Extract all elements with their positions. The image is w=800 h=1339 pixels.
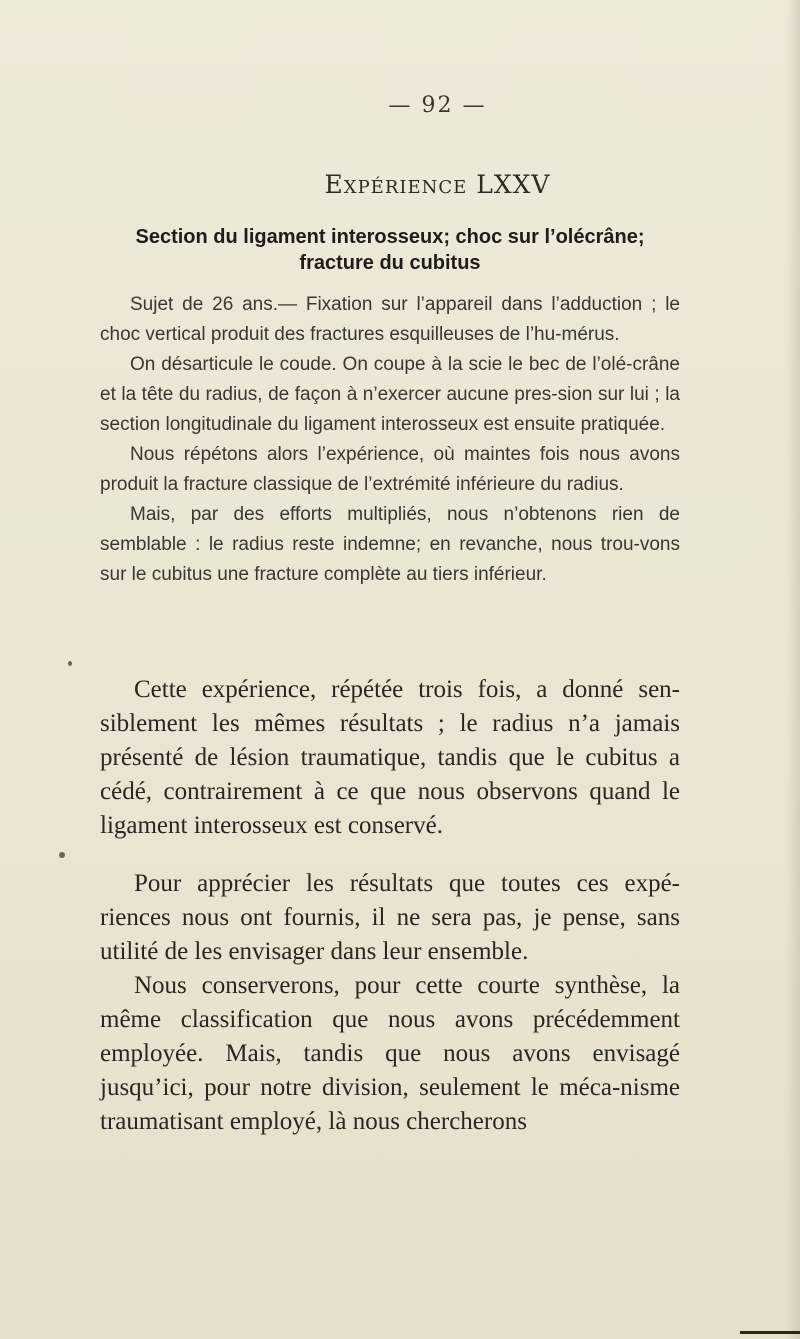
experiment-description: [100, 290, 680, 590]
subtitle-line-2: fracture du cubitus: [299, 252, 481, 274]
page-edge-shadow: [786, 0, 800, 1339]
page-number: — 92 —: [388, 93, 487, 118]
subtitle-line-1: Section du ligament interosseux; choc sur l’olécrâne;: [135, 226, 645, 248]
paragraph-conclusion: Cette expérience, répétée trois fois, a donné sen-siblement les mêmes résultats ; le radius n’a jamais présenté de lésion traumatique, tandis que le cubitus a cédé, contrairement à ce que nous observons quand le ligament interosseux est conservé.: [100, 676, 680, 839]
print-speck: [59, 852, 65, 858]
paragraph-subject: Sujet de 26 ans.— Fixation sur l’appareil dans l’adduction ; le choc vertical produit des fractures esquilleuses de l’hu-mérus.: [100, 294, 680, 345]
page-bottom-mark: [740, 1331, 800, 1334]
paragraph-repetition: Nous répétons alors l’expérience, où maintes fois nous avons produit la fracture classique de l’extrémité inférieure du radius.: [100, 444, 680, 495]
paragraph-synthesis-intro: Pour apprécier les résultats que toutes ces expé-riences nous ont fournis, il ne sera pas, je pense, sans utilité de les envisager dans leur ensemble.: [100, 870, 680, 965]
print-speck: [68, 661, 72, 666]
conclusion-block: [100, 673, 680, 843]
synthesis-block: [100, 867, 680, 1139]
paragraph-synthesis-method: Nous conserverons, pour cette courte synthèse, la même classification que nous avons précédemment employée. Mais, tandis que nous avons envisagé jusqu’ici, pour notre division, seulement le méca-nisme traumatisant employé, là nous chercherons: [100, 972, 680, 1135]
experiment-subtitle: [100, 224, 680, 276]
experiment-title: Expérience LXXV: [324, 170, 551, 199]
paragraph-procedure: On désarticule le coude. On coupe à la scie le bec de l’olé-crâne et la tête du radius, de façon à n’exercer aucune pres-sion sur lui ; la section longitudinale du ligament interosseux est ensuite pratiquée.: [100, 354, 680, 435]
paragraph-result: Mais, par des efforts multipliés, nous n’obtenons rien de semblable : le radius reste indemne; en revanche, nous trou-vons sur le cubitus une fracture complète au tiers inférieur.: [100, 504, 680, 585]
